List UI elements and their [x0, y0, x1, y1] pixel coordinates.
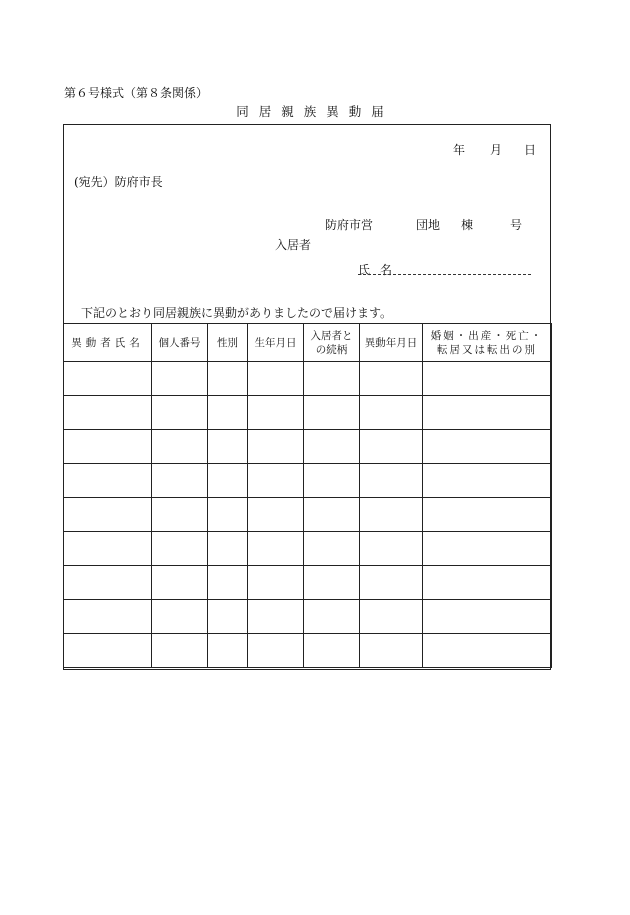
col-header-cause-line2: 転居又は転出の別 [437, 343, 537, 356]
table-cell[interactable] [423, 464, 552, 498]
table-cell[interactable] [304, 532, 360, 566]
date-year-label: 年 [453, 143, 466, 157]
col-header-relation-line2: の続柄 [315, 343, 348, 356]
table-cell[interactable] [304, 498, 360, 532]
table-row [64, 464, 552, 498]
table-row [64, 362, 552, 396]
table-cell[interactable] [423, 498, 552, 532]
table-body [64, 362, 552, 668]
table-cell[interactable] [208, 634, 248, 668]
tou-label: 棟 [461, 218, 474, 232]
table-row [64, 396, 552, 430]
table-cell[interactable] [304, 362, 360, 396]
table-cell[interactable] [360, 498, 423, 532]
table-cell[interactable] [152, 362, 208, 396]
col-header-birthdate: 生年月日 [248, 324, 304, 362]
form-number: 第６号様式（第８条関係） [64, 86, 209, 100]
table-cell[interactable] [423, 362, 552, 396]
table-cell[interactable] [248, 396, 304, 430]
form-frame [63, 124, 551, 670]
table-cell[interactable] [64, 498, 152, 532]
table-cell[interactable] [423, 600, 552, 634]
table-cell[interactable] [208, 532, 248, 566]
table-cell[interactable] [360, 362, 423, 396]
table-cell[interactable] [423, 532, 552, 566]
table-cell[interactable] [248, 634, 304, 668]
table-cell[interactable] [152, 396, 208, 430]
table-cell[interactable] [423, 396, 552, 430]
table-cell[interactable] [304, 396, 360, 430]
table-cell[interactable] [208, 566, 248, 600]
table-cell[interactable] [64, 396, 152, 430]
col-header-change-cause [423, 324, 552, 362]
resident-address-label: 防府市営 [325, 218, 374, 232]
table-cell[interactable] [360, 396, 423, 430]
table-row [64, 566, 552, 600]
name-label: 氏名 [358, 263, 403, 277]
col-header-relation [304, 324, 360, 362]
col-header-relation-line1: 入居者と [310, 329, 353, 342]
table-row [64, 532, 552, 566]
col-header-sex: 性別 [208, 324, 248, 362]
table-cell[interactable] [304, 464, 360, 498]
table-cell[interactable] [64, 464, 152, 498]
name-signature-line[interactable] [358, 274, 531, 275]
table-cell[interactable] [360, 430, 423, 464]
table-cell[interactable] [423, 566, 552, 600]
table-cell[interactable] [152, 532, 208, 566]
col-header-change-date: 異動年月日 [360, 324, 423, 362]
table-cell[interactable] [304, 634, 360, 668]
table-cell[interactable] [360, 600, 423, 634]
col-header-cause-line1: 婚姻・出産・死亡・ [430, 329, 544, 342]
table-cell[interactable] [152, 464, 208, 498]
table-cell[interactable] [152, 430, 208, 464]
table-cell[interactable] [208, 396, 248, 430]
gou-label: 号 [510, 218, 523, 232]
table-cell[interactable] [152, 498, 208, 532]
table-cell[interactable] [208, 362, 248, 396]
resident-label: 入居者 [275, 238, 312, 252]
table-cell[interactable] [360, 532, 423, 566]
table-cell[interactable] [248, 600, 304, 634]
col-header-name: 異動者氏名 [64, 324, 152, 362]
table-cell[interactable] [208, 464, 248, 498]
table-cell[interactable] [208, 498, 248, 532]
change-table [63, 323, 552, 668]
table-cell[interactable] [64, 634, 152, 668]
table-cell[interactable] [208, 600, 248, 634]
table-row [64, 600, 552, 634]
table-cell[interactable] [152, 566, 208, 600]
table-cell[interactable] [248, 430, 304, 464]
table-cell[interactable] [248, 464, 304, 498]
table-cell[interactable] [248, 532, 304, 566]
table-cell[interactable] [360, 464, 423, 498]
table-cell[interactable] [152, 600, 208, 634]
table-row [64, 634, 552, 668]
danchi-label: 団地 [416, 218, 441, 232]
table-cell[interactable] [423, 430, 552, 464]
document-title: 同居親族異動届 [236, 104, 394, 119]
table-cell[interactable] [304, 600, 360, 634]
table-cell[interactable] [304, 566, 360, 600]
col-header-personal-number: 個人番号 [152, 324, 208, 362]
table-cell[interactable] [64, 362, 152, 396]
table-row [64, 430, 552, 464]
table-cell[interactable] [152, 634, 208, 668]
table-header-row [64, 324, 552, 362]
table-cell[interactable] [248, 566, 304, 600]
date-day-label: 日 [524, 143, 537, 157]
table-cell[interactable] [64, 430, 152, 464]
table-cell[interactable] [423, 634, 552, 668]
table-cell[interactable] [64, 566, 152, 600]
table-cell[interactable] [248, 498, 304, 532]
table-cell[interactable] [248, 362, 304, 396]
addressee: (宛先）防府市長 [74, 175, 163, 189]
table-cell[interactable] [64, 600, 152, 634]
table-cell[interactable] [304, 430, 360, 464]
notice-text: 下記のとおり同居親族に異動がありましたので届けます。 [81, 306, 393, 320]
table-cell[interactable] [64, 532, 152, 566]
table-cell[interactable] [208, 430, 248, 464]
date-month-label: 月 [490, 143, 503, 157]
table-row [64, 498, 552, 532]
table-cell[interactable] [360, 634, 423, 668]
table-cell[interactable] [360, 566, 423, 600]
